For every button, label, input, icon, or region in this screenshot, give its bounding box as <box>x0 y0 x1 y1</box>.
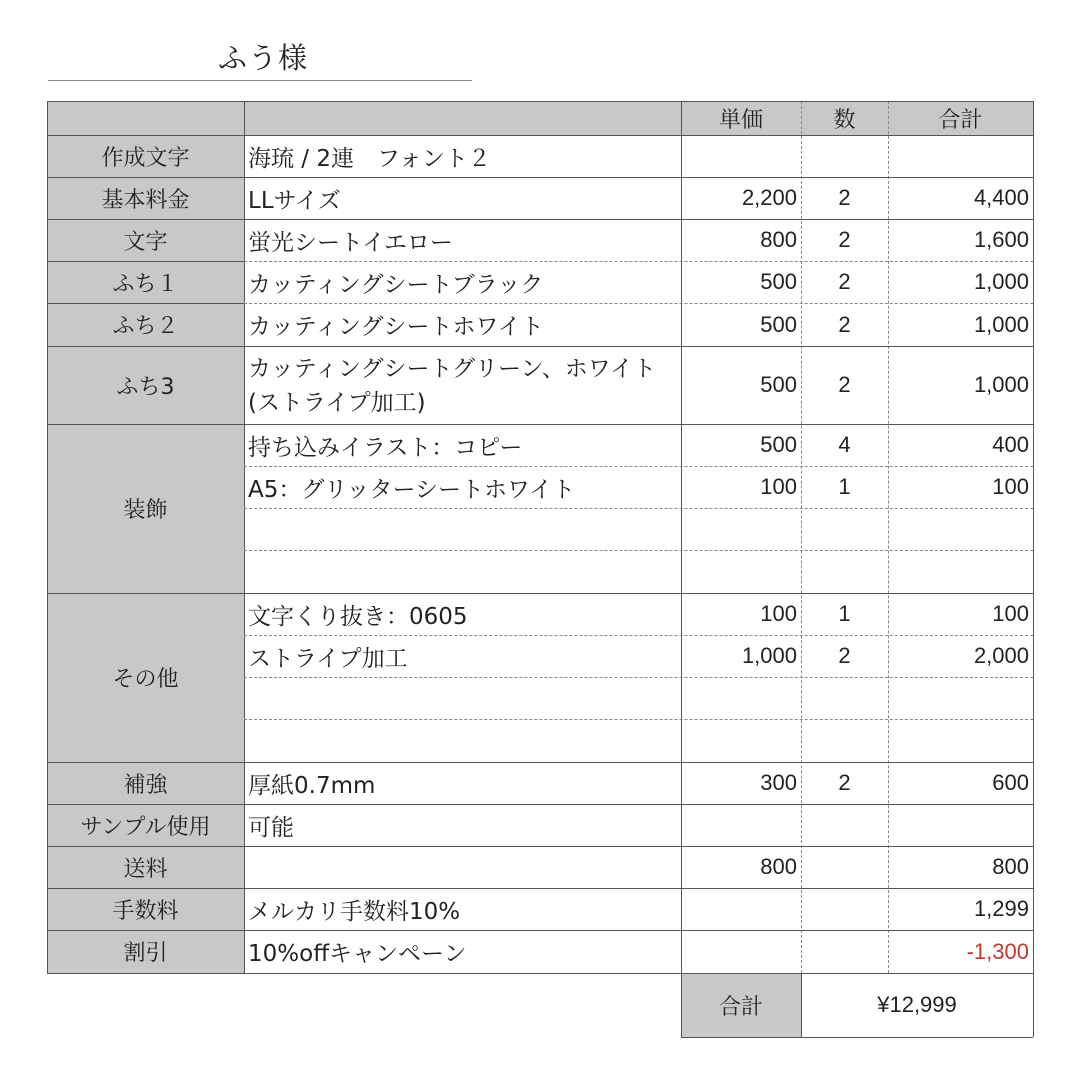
row-label: 文字 <box>123 229 168 255</box>
row-qty: 2 <box>838 311 851 337</box>
row-label: サンプル使用 <box>80 814 211 840</box>
decoration-item: 持ち込みイラスト：コピー <box>248 434 523 461</box>
decoration-qty: 4 <box>838 432 851 457</box>
grand-total-value: ¥12,999 <box>877 992 957 1017</box>
row-total: 1,000 <box>973 269 1029 294</box>
row-item: カッティングシートホワイト <box>248 314 544 340</box>
other-qty: 1 <box>838 601 851 626</box>
other-price: 1,000 <box>741 643 797 668</box>
row-item: カッティングシートグリーン、ホワイト(ストライプ加工) <box>248 356 657 416</box>
row-qty: 2 <box>838 372 851 397</box>
customer-name: ふう様 <box>218 41 309 75</box>
other-item: 文字くり抜き：0605 <box>248 603 468 630</box>
row-item: 10%offキャンペーン <box>248 941 467 967</box>
row-label: 割引 <box>123 941 168 966</box>
row-qty: 2 <box>838 269 851 294</box>
row-price: 800 <box>760 854 797 879</box>
row-qty: 2 <box>838 185 851 210</box>
row-price: 500 <box>760 372 797 397</box>
decoration-label: 装飾 <box>123 498 168 523</box>
row-label: ふち3 <box>116 374 175 400</box>
row-label: ふち２ <box>112 314 179 339</box>
row-qty: 2 <box>838 770 851 795</box>
row-price: 2,200 <box>741 185 797 210</box>
decoration-total: 100 <box>992 474 1029 499</box>
other-total: 100 <box>992 601 1029 626</box>
row-label: 補強 <box>123 772 168 798</box>
grand-total-label: 合計 <box>718 994 763 1020</box>
discount-total: -1,300 <box>966 938 1029 964</box>
row-item: カッティングシートブラック <box>248 271 544 298</box>
row-label: 手数料 <box>112 898 179 924</box>
row-item: LLサイズ <box>248 187 341 214</box>
row-label: ふち１ <box>112 271 179 297</box>
other-label: その他 <box>112 667 179 692</box>
row-item: 蛍光シートイエロー <box>248 229 453 256</box>
row-item: メルカリ手数料10% <box>248 898 461 925</box>
decoration-price: 500 <box>760 432 797 457</box>
decoration-item: A5：グリッターシートホワイト <box>248 476 576 503</box>
row-price: 300 <box>760 770 797 795</box>
header-subtotal: 合計 <box>938 107 983 133</box>
row-label: 送料 <box>123 856 168 882</box>
row-item: 海琉 / 2連 フォント２ <box>248 145 491 172</box>
other-qty: 2 <box>838 643 851 668</box>
row-total: 800 <box>992 854 1029 879</box>
row-total: 1,299 <box>973 896 1029 921</box>
row-price: 800 <box>760 227 797 252</box>
row-price: 500 <box>760 269 797 294</box>
row-total: 4,400 <box>973 185 1029 210</box>
header-unit-price: 単価 <box>718 107 763 133</box>
row-price: 500 <box>760 311 797 337</box>
row-total: 1,600 <box>973 227 1029 252</box>
decoration-total: 400 <box>992 432 1029 457</box>
decoration-qty: 1 <box>838 474 851 499</box>
row-label: 作成文字 <box>101 145 190 171</box>
row-item: 厚紙0.7mm <box>248 772 376 799</box>
header-qty: 数 <box>833 107 856 133</box>
row-total: 1,000 <box>973 311 1029 337</box>
decoration-price: 100 <box>760 474 797 499</box>
other-price: 100 <box>760 601 797 626</box>
row-item: 可能 <box>248 814 294 841</box>
row-total: 1,000 <box>973 372 1029 397</box>
row-label: 基本料金 <box>101 187 190 213</box>
other-item: ストライプ加工 <box>248 645 408 672</box>
other-total: 2,000 <box>973 643 1029 668</box>
row-total: 600 <box>992 770 1029 795</box>
row-qty: 2 <box>838 227 851 252</box>
